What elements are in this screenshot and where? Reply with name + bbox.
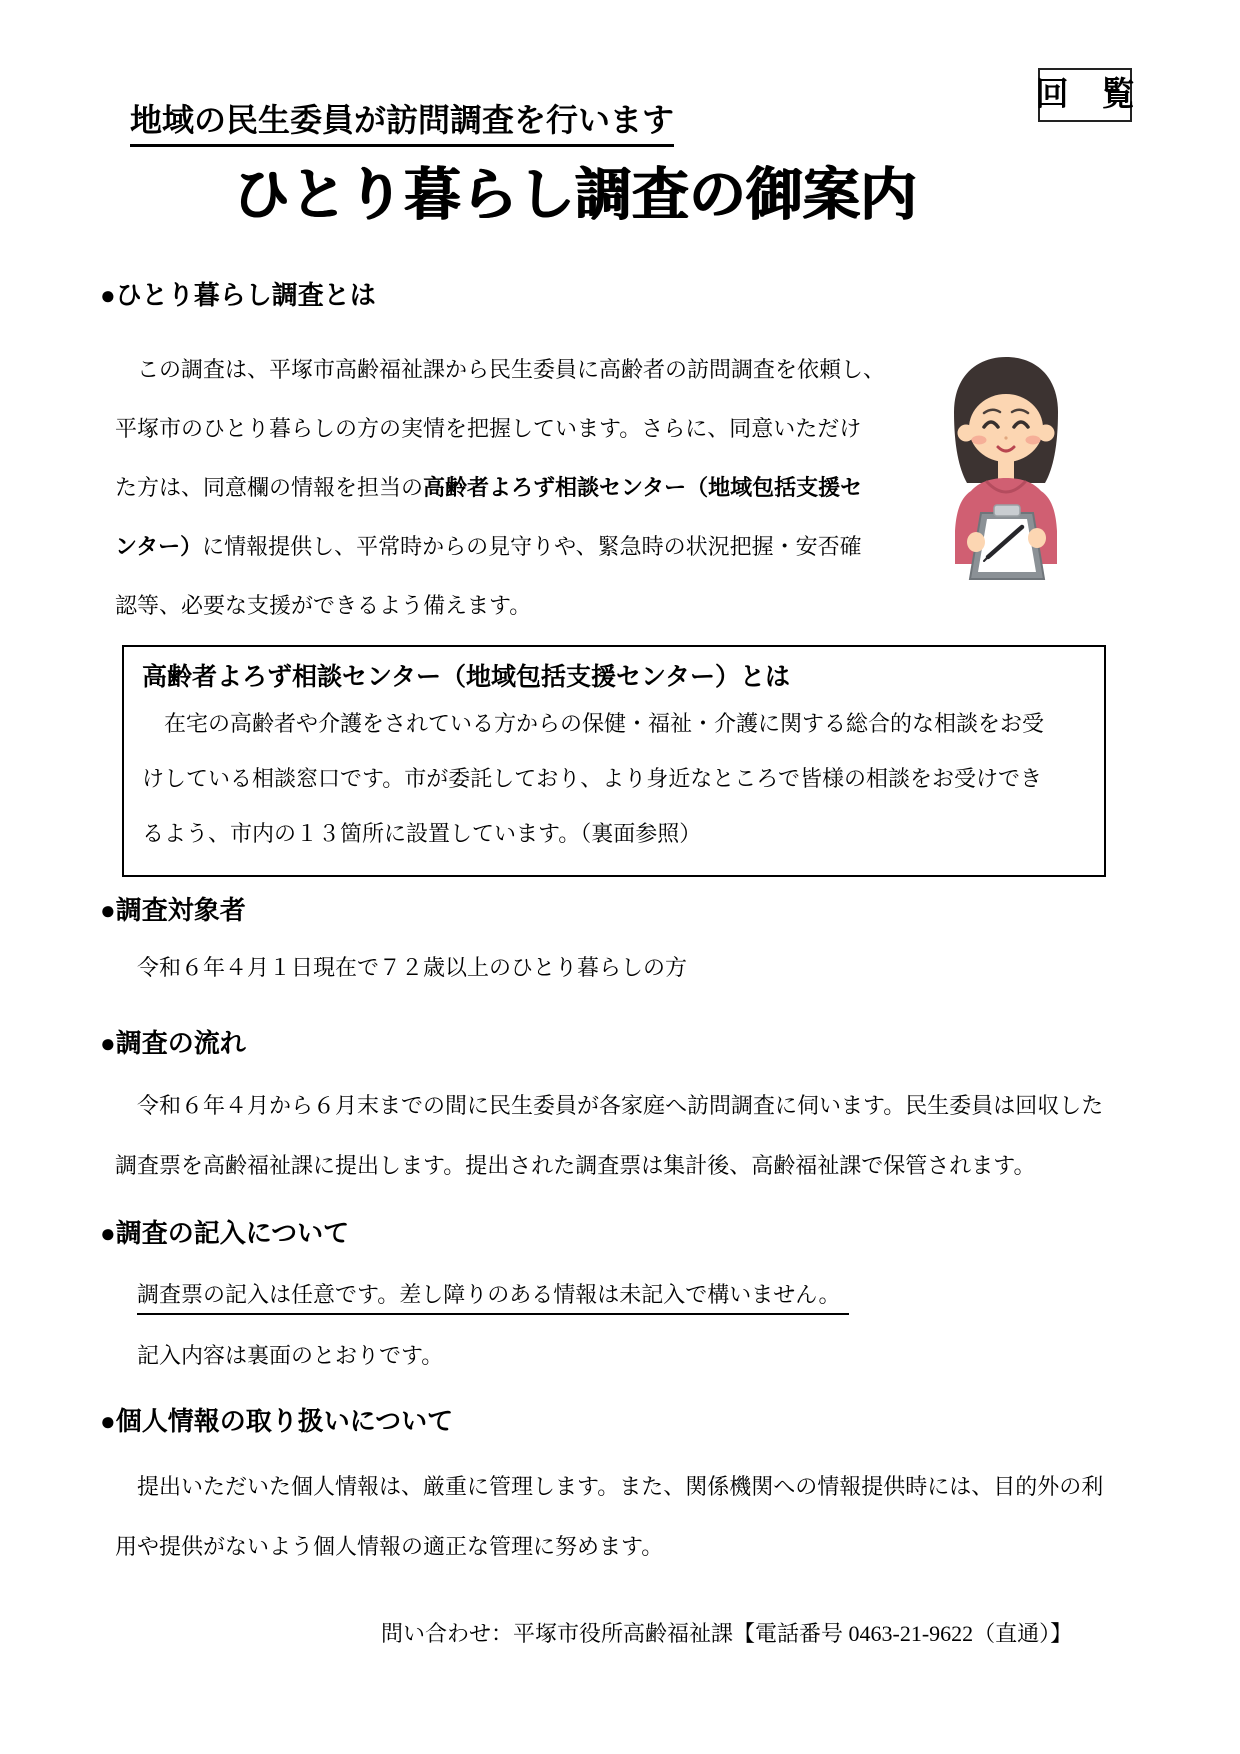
about-paragraph-line3 bbox=[115, 473, 862, 503]
section-heading-flow: ●調査の流れ bbox=[100, 1028, 246, 1058]
section-heading-privacy: ●個人情報の取り扱いについて bbox=[100, 1406, 454, 1436]
blush-left bbox=[972, 436, 987, 445]
privacy-line1: 提出いただいた個人情報は、厳重に管理します。また、関係機関への情報提供時には、目的外の利 bbox=[115, 1474, 1104, 1499]
page-title: ひとり暮らし調査の御案内 bbox=[233, 163, 917, 227]
nose bbox=[1004, 436, 1007, 439]
section-heading-target: ●調査対象者 bbox=[100, 895, 246, 925]
consultation-center-info-box bbox=[122, 645, 1106, 877]
about-paragraph-line1: この調査は、平塚市高齢福祉課から民生委員に高齢者の訪問調査を依頼し、 bbox=[115, 357, 886, 382]
flow-line2: 調査票を高齢福祉課に提出します。提出された調査票は集計後、高齢福祉課で保管されます。 bbox=[115, 1153, 1036, 1178]
hand-left bbox=[967, 532, 985, 552]
entry-line2: 記入内容は裏面のとおりです。 bbox=[137, 1343, 444, 1368]
about-paragraph-line4 bbox=[115, 532, 862, 562]
about-line3-text: た方は、同意欄の情報を担当の bbox=[115, 475, 424, 500]
info-box-line3: るよう、市内の１３箇所に設置しています。（裏面参照） bbox=[142, 821, 702, 846]
hand-right bbox=[1028, 528, 1046, 548]
woman-writing-clipboard-illustration bbox=[941, 350, 1077, 590]
section-heading-about: ●ひとり暮らし調査とは bbox=[100, 280, 376, 310]
about-paragraph-line5: 認等、必要な支援ができるよう備えます。 bbox=[115, 593, 532, 618]
about-paragraph-line2: 平塚市のひとり暮らしの方の実情を把握しています。さらに、同意いただけ bbox=[115, 416, 862, 441]
clipboard-clip bbox=[994, 505, 1020, 516]
blush-right bbox=[1026, 436, 1041, 445]
about-line3-bold-text: 高齢者よろず相談センター（地域包括支援セ bbox=[423, 475, 863, 500]
document-subtitle: 地域の民生委員が訪問調査を行います bbox=[130, 101, 674, 147]
about-line4-text: に情報提供し、平常時からの見守りや、緊急時の状況把握・安否確 bbox=[202, 534, 862, 559]
flow-line1: 令和６年４月から６月末までの間に民生委員が各家庭へ訪問調査に伺います。民生委員は回収した bbox=[115, 1093, 1104, 1118]
contact-footer: 問い合わせ：平塚市役所高齢福祉課【電話番号 0463‐21‐9622（直通）】 bbox=[381, 1621, 1073, 1646]
info-box-line2: けしている相談窓口です。市が委託しており、より身近なところで皆様の相談をお受けでき bbox=[142, 766, 1043, 791]
about-line4-bold-text: ンター） bbox=[115, 534, 203, 559]
clipboard-paper bbox=[978, 519, 1036, 572]
section-heading-entry: ●調査の記入について bbox=[100, 1218, 350, 1248]
info-box-line1: 在宅の高齢者や介護をされている方からの保健・福祉・介護に関する総合的な相談をお受 bbox=[142, 711, 1045, 736]
privacy-line2: 用や提供がないよう個人情報の適正な管理に努めます。 bbox=[115, 1534, 664, 1559]
kairan-label: 回 覧 bbox=[1035, 76, 1135, 113]
info-box-title: 高齢者よろず相談センター（地域包括支援センター）とは bbox=[142, 663, 791, 691]
kairan-circulation-stamp bbox=[1035, 68, 1135, 122]
target-body: 令和６年４月１日現在で７２歳以上のひとり暮らしの方 bbox=[137, 955, 688, 980]
entry-underlined-note: 調査票の記入は任意です。差し障りのある情報は未記入で構いません。 bbox=[137, 1280, 849, 1315]
